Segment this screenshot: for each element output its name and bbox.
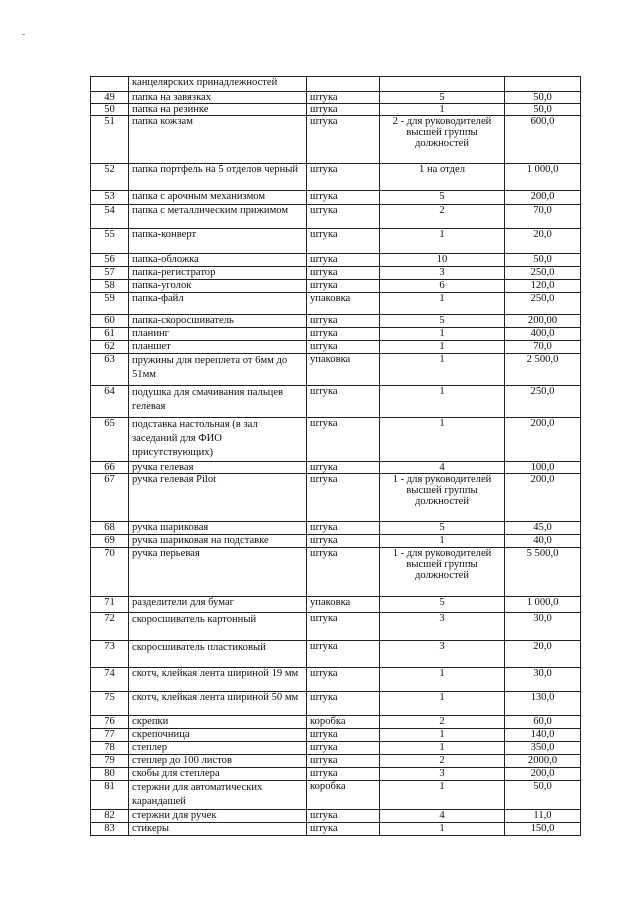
cell-price: 2 500,0 bbox=[505, 354, 581, 386]
cell-unit: штука bbox=[307, 386, 380, 418]
cell-price: 30,0 bbox=[505, 668, 581, 692]
cell-num: 63 bbox=[91, 354, 129, 386]
cell-price: 50,0 bbox=[505, 254, 581, 267]
table-row bbox=[91, 474, 581, 522]
cell-num: 67 bbox=[91, 474, 129, 522]
cell-qty: 1 bbox=[380, 293, 505, 315]
cell-num: 53 bbox=[91, 191, 129, 205]
cell-qty: 1 bbox=[380, 418, 505, 462]
cell-num: 65 bbox=[91, 418, 129, 462]
cell-unit: штука bbox=[307, 462, 380, 474]
cell-qty: 1 bbox=[380, 823, 505, 836]
cell-unit: штука bbox=[307, 474, 380, 522]
cell-qty: 10 bbox=[380, 254, 505, 267]
cell-num: 82 bbox=[91, 810, 129, 823]
cell-qty: 2 bbox=[380, 716, 505, 729]
cell-unit: штука bbox=[307, 341, 380, 354]
cell-unit: штука bbox=[307, 315, 380, 328]
cell-name: папка портфель на 5 отделов черный bbox=[129, 164, 307, 191]
cell-unit: упаковка bbox=[307, 293, 380, 315]
cell-unit: штука bbox=[307, 104, 380, 116]
table-row bbox=[91, 692, 581, 716]
cell-num: 59 bbox=[91, 293, 129, 315]
table-row bbox=[91, 781, 581, 810]
cell-qty: 1 bbox=[380, 668, 505, 692]
cell-unit: штука bbox=[307, 229, 380, 254]
cell-qty: 2 bbox=[380, 755, 505, 768]
cell-name: папка-конверт bbox=[129, 229, 307, 254]
table-row bbox=[91, 768, 581, 781]
cell-num: 74 bbox=[91, 668, 129, 692]
cell-qty: 6 bbox=[380, 280, 505, 293]
cell-name: планшет bbox=[129, 341, 307, 354]
cell-price: 50,0 bbox=[505, 781, 581, 810]
cell-name: папка-скоросшиватель bbox=[129, 315, 307, 328]
cell-qty: 1 на отдел bbox=[380, 164, 505, 191]
cell-unit: коробка bbox=[307, 781, 380, 810]
cell-name: степлер bbox=[129, 742, 307, 755]
cell-name: канцелярских принадлежностей bbox=[129, 77, 307, 92]
cell-num: 68 bbox=[91, 522, 129, 535]
cell-price: 350,0 bbox=[505, 742, 581, 755]
cell-name: ручка гелевая bbox=[129, 462, 307, 474]
cell-price: 100,0 bbox=[505, 462, 581, 474]
cell-price: 130,0 bbox=[505, 692, 581, 716]
table-row bbox=[91, 823, 581, 836]
table-row bbox=[91, 293, 581, 315]
cell-qty: 1 bbox=[380, 354, 505, 386]
cell-num: 77 bbox=[91, 729, 129, 742]
cell-qty: 1 bbox=[380, 742, 505, 755]
cell-name: папка кожзам bbox=[129, 116, 307, 164]
cell-qty: 5 bbox=[380, 522, 505, 535]
cell-name: скрепочница bbox=[129, 729, 307, 742]
cell-qty: 5 bbox=[380, 315, 505, 328]
cell-price: 400,0 bbox=[505, 328, 581, 341]
cell-price: 50,0 bbox=[505, 104, 581, 116]
table-row bbox=[91, 742, 581, 755]
cell-num: 71 bbox=[91, 597, 129, 613]
cell-name: стикеры bbox=[129, 823, 307, 836]
table-row bbox=[91, 462, 581, 474]
table-row bbox=[91, 164, 581, 191]
cell-num: 50 bbox=[91, 104, 129, 116]
cell-num: 80 bbox=[91, 768, 129, 781]
table-row bbox=[91, 254, 581, 267]
cell-qty: 1 bbox=[380, 781, 505, 810]
cell-name: стержни для ручек bbox=[129, 810, 307, 823]
cell-name: папка на завязках bbox=[129, 92, 307, 104]
table-row bbox=[91, 810, 581, 823]
cell-name: скрепки bbox=[129, 716, 307, 729]
cell-qty: 1 - для руководителей высшей группы должностей bbox=[380, 474, 505, 522]
cell-price: 1 000,0 bbox=[505, 164, 581, 191]
table-row bbox=[91, 597, 581, 613]
cell-name: скотч, клейкая лента шириной 19 мм bbox=[129, 668, 307, 692]
table-row bbox=[91, 641, 581, 668]
table-row bbox=[91, 729, 581, 742]
cell-unit: штука bbox=[307, 823, 380, 836]
cell-qty: 1 bbox=[380, 341, 505, 354]
cell-unit: коробка bbox=[307, 716, 380, 729]
table-row bbox=[91, 280, 581, 293]
cell-name: папка с металлическим прижимом bbox=[129, 205, 307, 229]
table-row bbox=[91, 548, 581, 597]
cell-num: 52 bbox=[91, 164, 129, 191]
cell-name: подставка настольная (в зал заседаний для ФИО присутствующих) bbox=[129, 418, 307, 462]
cell-qty: 1 - для руководителей высшей группы должностей bbox=[380, 548, 505, 597]
cell-num: 57 bbox=[91, 267, 129, 280]
table-row bbox=[91, 267, 581, 280]
cell-num: 49 bbox=[91, 92, 129, 104]
cell-price bbox=[505, 77, 581, 92]
cell-num: 55 bbox=[91, 229, 129, 254]
cell-price: 70,0 bbox=[505, 205, 581, 229]
cell-qty: 1 bbox=[380, 104, 505, 116]
cell-name: папка-обложка bbox=[129, 254, 307, 267]
cell-qty: 4 bbox=[380, 810, 505, 823]
cell-price: 20,0 bbox=[505, 229, 581, 254]
cell-name: папка-файл bbox=[129, 293, 307, 315]
scan-mark bbox=[22, 34, 25, 35]
cell-name: разделители для бумаг bbox=[129, 597, 307, 613]
cell-unit: штука bbox=[307, 191, 380, 205]
cell-unit bbox=[307, 77, 380, 92]
cell-unit: штука bbox=[307, 729, 380, 742]
cell-qty: 1 bbox=[380, 729, 505, 742]
cell-qty: 3 bbox=[380, 267, 505, 280]
cell-name: ручка шариковая bbox=[129, 522, 307, 535]
cell-num: 62 bbox=[91, 341, 129, 354]
cell-name: стержни для автоматических карандашей bbox=[129, 781, 307, 810]
cell-name: планинг bbox=[129, 328, 307, 341]
table-row bbox=[91, 755, 581, 768]
cell-qty: 5 bbox=[380, 191, 505, 205]
cell-price: 70,0 bbox=[505, 341, 581, 354]
cell-num bbox=[91, 77, 129, 92]
cell-unit: штука bbox=[307, 164, 380, 191]
cell-price: 250,0 bbox=[505, 267, 581, 280]
cell-price: 150,0 bbox=[505, 823, 581, 836]
cell-price: 2000,0 bbox=[505, 755, 581, 768]
cell-price: 200,00 bbox=[505, 315, 581, 328]
table-row bbox=[91, 668, 581, 692]
cell-price: 45,0 bbox=[505, 522, 581, 535]
cell-num: 54 bbox=[91, 205, 129, 229]
cell-num: 72 bbox=[91, 613, 129, 641]
table-row bbox=[91, 354, 581, 386]
cell-num: 69 bbox=[91, 535, 129, 548]
cell-price: 11,0 bbox=[505, 810, 581, 823]
cell-unit: штука bbox=[307, 692, 380, 716]
table-row bbox=[91, 386, 581, 418]
cell-price: 20,0 bbox=[505, 641, 581, 668]
cell-price: 60,0 bbox=[505, 716, 581, 729]
table-row bbox=[91, 191, 581, 205]
cell-qty: 3 bbox=[380, 641, 505, 668]
table-row bbox=[91, 92, 581, 104]
cell-qty: 1 bbox=[380, 386, 505, 418]
cell-name: степлер до 100 листов bbox=[129, 755, 307, 768]
cell-name: ручка гелевая Pilot bbox=[129, 474, 307, 522]
cell-num: 73 bbox=[91, 641, 129, 668]
cell-name: ручка перьевая bbox=[129, 548, 307, 597]
cell-price: 200,0 bbox=[505, 191, 581, 205]
cell-num: 81 bbox=[91, 781, 129, 810]
cell-price: 1 000,0 bbox=[505, 597, 581, 613]
cell-unit: штука bbox=[307, 418, 380, 462]
cell-unit: штука bbox=[307, 768, 380, 781]
cell-num: 83 bbox=[91, 823, 129, 836]
cell-num: 64 bbox=[91, 386, 129, 418]
table-row bbox=[91, 613, 581, 641]
cell-name: папка на резинке bbox=[129, 104, 307, 116]
cell-unit: штука bbox=[307, 535, 380, 548]
cell-num: 70 bbox=[91, 548, 129, 597]
cell-qty: 2 bbox=[380, 205, 505, 229]
table-row bbox=[91, 104, 581, 116]
cell-qty: 5 bbox=[380, 92, 505, 104]
cell-num: 60 bbox=[91, 315, 129, 328]
cell-name: папка с арочным механизмом bbox=[129, 191, 307, 205]
cell-unit: штука bbox=[307, 328, 380, 341]
cell-price: 250,0 bbox=[505, 386, 581, 418]
cell-unit: штука bbox=[307, 254, 380, 267]
cell-price: 250,0 bbox=[505, 293, 581, 315]
cell-price: 120,0 bbox=[505, 280, 581, 293]
cell-qty bbox=[380, 77, 505, 92]
cell-price: 5 500,0 bbox=[505, 548, 581, 597]
cell-qty: 1 bbox=[380, 535, 505, 548]
cell-unit: штука bbox=[307, 810, 380, 823]
cell-unit: штука bbox=[307, 548, 380, 597]
cell-num: 66 bbox=[91, 462, 129, 474]
cell-price: 50,0 bbox=[505, 92, 581, 104]
table-row-continued bbox=[91, 77, 581, 92]
cell-price: 40,0 bbox=[505, 535, 581, 548]
cell-name: папка-регистратор bbox=[129, 267, 307, 280]
cell-qty: 4 bbox=[380, 462, 505, 474]
cell-price: 200,0 bbox=[505, 474, 581, 522]
cell-unit: упаковка bbox=[307, 597, 380, 613]
cell-unit: штука bbox=[307, 668, 380, 692]
cell-name: скоросшиватель картонный bbox=[129, 613, 307, 641]
cell-num: 79 bbox=[91, 755, 129, 768]
cell-num: 56 bbox=[91, 254, 129, 267]
cell-qty: 2 - для руководителей высшей группы должностей bbox=[380, 116, 505, 164]
cell-qty: 3 bbox=[380, 768, 505, 781]
cell-unit: штука bbox=[307, 755, 380, 768]
table-row bbox=[91, 341, 581, 354]
table-row bbox=[91, 205, 581, 229]
cell-unit: штука bbox=[307, 205, 380, 229]
cell-num: 58 bbox=[91, 280, 129, 293]
cell-name: скобы для степлера bbox=[129, 768, 307, 781]
cell-name: ручка шариковая на подставке bbox=[129, 535, 307, 548]
cell-qty: 1 bbox=[380, 692, 505, 716]
supplies-table bbox=[90, 76, 581, 836]
table-row bbox=[91, 418, 581, 462]
table-row bbox=[91, 315, 581, 328]
table-row bbox=[91, 328, 581, 341]
cell-name: скотч, клейкая лента шириной 50 мм bbox=[129, 692, 307, 716]
cell-qty: 5 bbox=[380, 597, 505, 613]
table-row bbox=[91, 229, 581, 254]
table-row bbox=[91, 522, 581, 535]
table-row bbox=[91, 716, 581, 729]
cell-unit: упаковка bbox=[307, 354, 380, 386]
cell-name: скоросшиватель пластиковый bbox=[129, 641, 307, 668]
cell-unit: штука bbox=[307, 613, 380, 641]
cell-num: 75 bbox=[91, 692, 129, 716]
cell-unit: штука bbox=[307, 267, 380, 280]
cell-unit: штука bbox=[307, 116, 380, 164]
table-row bbox=[91, 535, 581, 548]
cell-unit: штука bbox=[307, 522, 380, 535]
cell-qty: 1 bbox=[380, 229, 505, 254]
cell-price: 140,0 bbox=[505, 729, 581, 742]
cell-price: 30,0 bbox=[505, 613, 581, 641]
cell-name: пружины для переплета от 6мм до 51мм bbox=[129, 354, 307, 386]
cell-qty: 3 bbox=[380, 613, 505, 641]
cell-unit: штука bbox=[307, 742, 380, 755]
cell-unit: штука bbox=[307, 641, 380, 668]
cell-name: подушка для смачивания пальцев гелевая bbox=[129, 386, 307, 418]
cell-unit: штука bbox=[307, 92, 380, 104]
cell-price: 200,0 bbox=[505, 418, 581, 462]
cell-num: 76 bbox=[91, 716, 129, 729]
cell-num: 51 bbox=[91, 116, 129, 164]
cell-unit: штука bbox=[307, 280, 380, 293]
cell-num: 78 bbox=[91, 742, 129, 755]
cell-price: 200,0 bbox=[505, 768, 581, 781]
cell-num: 61 bbox=[91, 328, 129, 341]
cell-price: 600,0 bbox=[505, 116, 581, 164]
table-row bbox=[91, 116, 581, 164]
cell-qty: 1 bbox=[380, 328, 505, 341]
cell-name: папка-уголок bbox=[129, 280, 307, 293]
